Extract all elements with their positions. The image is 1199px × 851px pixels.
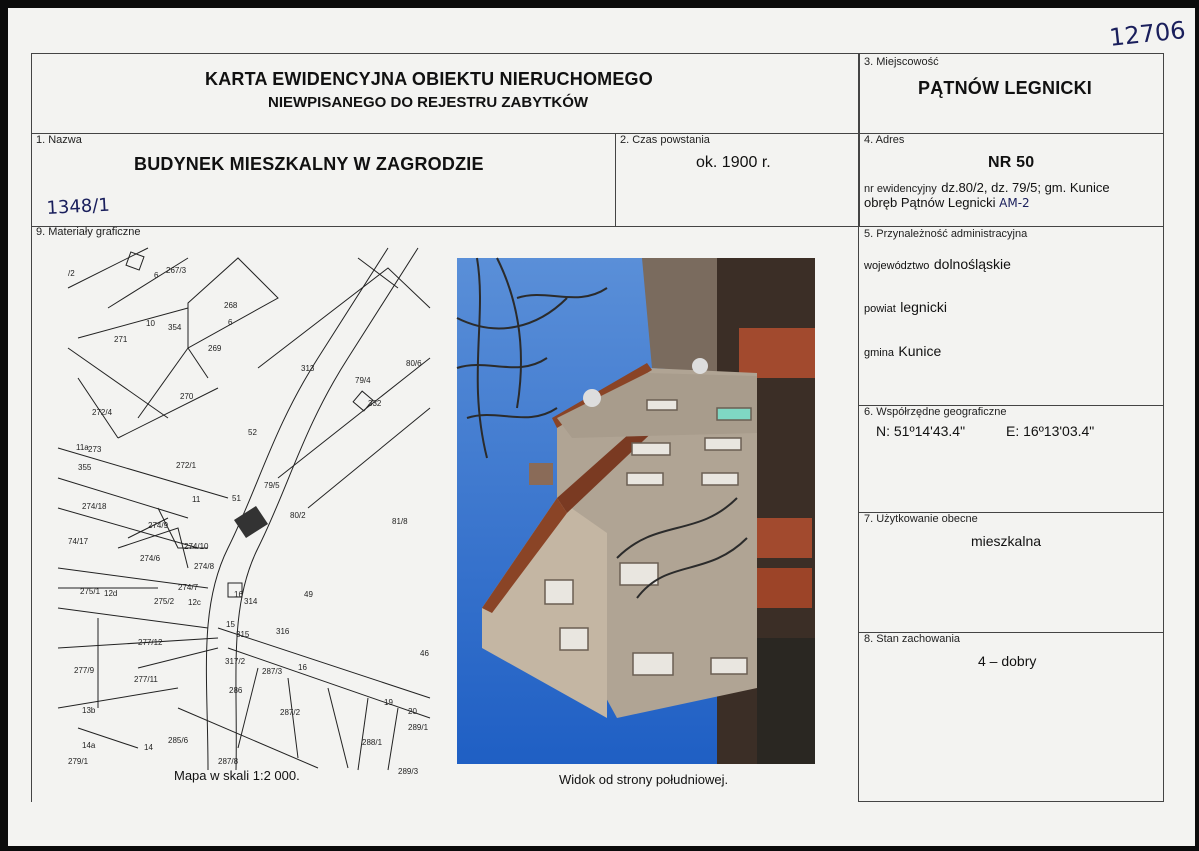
- czas-label: 2. Czas powstania: [620, 134, 710, 146]
- svg-text:51: 51: [232, 494, 241, 503]
- adres-obreb: obręb Pątnów Legnicki: [864, 195, 996, 210]
- svg-text:317/2: 317/2: [225, 657, 246, 666]
- miejscowosc-label: 3. Miejscowość: [864, 56, 939, 68]
- svg-text:289/1: 289/1: [408, 723, 429, 732]
- svg-text:268: 268: [224, 301, 238, 310]
- svg-text:274/10: 274/10: [184, 542, 209, 551]
- uzytkowanie-value: mieszkalna: [971, 533, 1042, 549]
- title-line1: KARTA EWIDENCYJNA OBIEKTU NIERUCHOMEGO: [205, 69, 653, 89]
- adres-label: 4. Adres: [864, 134, 905, 146]
- svg-text:279/1: 279/1: [68, 757, 89, 766]
- svg-text:289/3: 289/3: [398, 767, 419, 776]
- materialy-label: 9. Materiały graficzne: [36, 226, 141, 238]
- svg-text:274/7: 274/7: [178, 583, 199, 592]
- wojewodztwo-value: dolnośląskie: [933, 256, 1011, 272]
- svg-text:355: 355: [78, 463, 92, 472]
- svg-text:11a: 11a: [76, 443, 89, 452]
- svg-text:273: 273: [88, 445, 102, 454]
- svg-text:277/11: 277/11: [134, 675, 158, 684]
- wojewodztwo-prefix: województwo: [864, 260, 930, 272]
- miejscowosc-value: PĄTNÓW LEGNICKI: [918, 78, 1092, 98]
- adres-ewid-prefix: nr ewidencyjny: [864, 183, 937, 195]
- svg-text:6: 6: [228, 318, 233, 327]
- uzytkowanie-box: [858, 512, 1164, 633]
- svg-text:12c: 12c: [188, 598, 201, 607]
- coord-east: E: 16º13'03.4": [1006, 423, 1095, 439]
- svg-text:80/2: 80/2: [290, 511, 306, 520]
- svg-text:315: 315: [236, 630, 250, 639]
- svg-text:274/8: 274/8: [194, 562, 215, 571]
- svg-text:267/3: 267/3: [166, 266, 187, 275]
- svg-text:316: 316: [276, 627, 290, 636]
- powiat-value: legnicki: [900, 299, 947, 315]
- gmina-value: Kunice: [898, 343, 942, 359]
- svg-text:14a: 14a: [82, 741, 96, 750]
- svg-text:79/4: 79/4: [355, 376, 371, 385]
- nazwa-box: [31, 133, 616, 227]
- svg-text:270: 270: [180, 392, 194, 401]
- svg-text:314: 314: [244, 597, 258, 606]
- gmina-prefix: gmina: [864, 347, 894, 359]
- svg-text:52: 52: [248, 428, 257, 437]
- svg-text:285/6: 285/6: [168, 736, 189, 745]
- wspolrzedne-label: 6. Współrzędne geograficzne: [864, 406, 1007, 418]
- svg-text:354: 354: [168, 323, 182, 332]
- adres-obreb-line: [864, 195, 1030, 210]
- coord-north: N: 51º14'43.4": [876, 423, 966, 439]
- svg-text:81/8: 81/8: [392, 517, 408, 526]
- svg-text:10: 10: [146, 319, 155, 328]
- svg-text:16: 16: [234, 590, 243, 599]
- svg-text:16: 16: [298, 663, 307, 672]
- wojewodztwo-line: [864, 256, 1011, 274]
- wspolrzedne-box: [858, 405, 1164, 513]
- powiat-line: [864, 299, 947, 317]
- title-line2: NIEWPISANEGO DO REJESTRU ZABYTKÓW: [268, 94, 589, 111]
- handwritten-archive-number: 12706: [1108, 16, 1187, 52]
- svg-text:287/2: 287/2: [280, 708, 301, 717]
- svg-text:274/9: 274/9: [148, 521, 169, 530]
- svg-text:269: 269: [208, 344, 222, 353]
- svg-text:14: 14: [144, 743, 153, 752]
- svg-text:277/12: 277/12: [138, 638, 163, 647]
- uzytkowanie-label: 7. Użytkowanie obecne: [864, 513, 978, 525]
- svg-text:/2: /2: [68, 269, 75, 278]
- svg-text:272/1: 272/1: [176, 461, 197, 470]
- svg-text:287/3: 287/3: [262, 667, 283, 676]
- handwritten-reference: 1348/1: [46, 194, 111, 219]
- czas-value: ok. 1900 r.: [696, 154, 771, 171]
- map-caption: Mapa w skali 1:2 000.: [174, 768, 300, 783]
- svg-text:277/9: 277/9: [74, 666, 95, 675]
- nazwa-value: BUDYNEK MIESZKALNY W ZAGRODZIE: [134, 154, 484, 174]
- czas-box: [615, 133, 860, 227]
- svg-text:80/6: 80/6: [406, 359, 422, 368]
- stan-value: 4 – dobry: [978, 653, 1037, 669]
- nazwa-label: 1. Nazwa: [36, 134, 82, 146]
- svg-text:288/1: 288/1: [362, 738, 383, 747]
- building-photo: [457, 258, 815, 764]
- svg-text:46: 46: [420, 649, 429, 658]
- svg-text:275/2: 275/2: [154, 597, 175, 606]
- svg-text:287/8: 287/8: [218, 757, 239, 766]
- svg-text:11: 11: [192, 495, 201, 504]
- gmina-line: [864, 343, 941, 361]
- svg-text:271: 271: [114, 335, 128, 344]
- svg-text:286: 286: [229, 686, 243, 695]
- building-marker: [234, 506, 268, 538]
- przynaleznosc-label: 5. Przynależność administracyjna: [864, 228, 1028, 240]
- svg-text:20: 20: [408, 707, 417, 716]
- adres-value: NR 50: [988, 154, 1035, 171]
- svg-text:12d: 12d: [104, 589, 118, 598]
- svg-text:13b: 13b: [82, 706, 96, 715]
- svg-text:332: 332: [368, 399, 382, 408]
- stan-label: 8. Stan zachowania: [864, 633, 961, 645]
- svg-text:272/4: 272/4: [92, 408, 113, 417]
- adres-ewid-value: dz.80/2, dz. 79/5; gm. Kunice: [941, 180, 1110, 195]
- svg-text:274/6: 274/6: [140, 554, 161, 563]
- svg-text:19: 19: [384, 698, 393, 707]
- svg-text:74/17: 74/17: [68, 537, 89, 546]
- svg-text:313: 313: [301, 364, 315, 373]
- handwritten-address-note: AM-2: [999, 196, 1030, 210]
- svg-text:6: 6: [154, 271, 159, 280]
- svg-text:79/5: 79/5: [264, 481, 280, 490]
- svg-text:275/1: 275/1: [80, 587, 101, 596]
- photo-caption: Widok od strony południowej.: [559, 772, 729, 787]
- record-card: [8, 8, 1195, 846]
- svg-text:49: 49: [304, 590, 313, 599]
- svg-text:274/18: 274/18: [82, 502, 107, 511]
- powiat-prefix: powiat: [864, 303, 896, 315]
- svg-text:15: 15: [226, 620, 235, 629]
